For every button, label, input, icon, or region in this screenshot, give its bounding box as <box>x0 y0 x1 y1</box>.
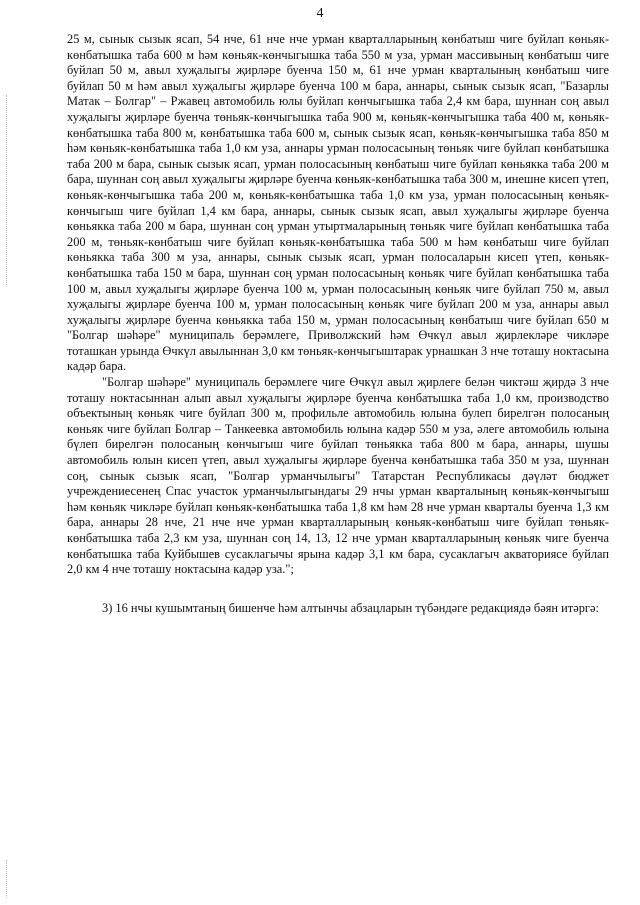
page-number: 4 <box>316 6 324 21</box>
paragraph-amendment-item-3: 3) 16 нчы кушымтаның бишенче һәм алтынчы абзацларын түбәндәге редакциядә бәян итәргә: <box>102 600 599 615</box>
document-body <box>67 32 609 616</box>
paragraph-boundary-description-continued: 25 м, сынык сызык ясап, 54 нче, 61 нче нче урман кварталларының көнбатыш чиге буйлап көньяк-көнбатышка таба 600 м һәм көньяк-көнчыгышка таба 550 м уза, урман массивының көнбатыш чиге буйлап 50 м, авыл хуҗалыгы җирләре буенча 150 м, 61 нче урман кварталының көнбатыш чиге буйлап 50 м һәм авыл хуҗалыгы җирләре буенча 100 м бара, аннары, сынык сызык ясап, "Базарлы Матак – Болгар" – Ржавец автомобиль юлы буйлап көнчыгышка таба 2,4 км бара, шуннан соң авыл хуҗалыгы җирләре буенча төньяк-көнчыгышка таба 900 м, көньяк-көнчыгышка таба 400 м, көньяк-көнбатышка таба 800 м, көнбатышка таба 600 м, сынык сызык ясап, көньяк-көнчыгышка таба 850 м һәм көньяк-көнбатышка таба 1,0 км уза, аннары урман полосасының төньяк чиге буйлап көнбатышка таба 200 м бара, сынык сызык ясап, урман полосасының көнбатыш чиге буйлап көньякка таба 200 м бара, шуннан соң авыл хуҗалыгы җирләре буенча көньяк-көнбатышка таба 300 м, инешне кисеп үтеп, көньяк-көнчыгышка таба 200 м, көньяк-көнбатышка таба 1,0 км уза, урман полосасының көньяк-көнчыгыш чиге буйлап 1,4 км бара, аннары, сынык сызык ясап, авыл хуҗалыгы җирләре буенча көньякка таба 200 м бара, шуннан соң урман утыртмаларының төньяк чиге буйлап көнбатышка таба 200 м, төньяк-көнбатыш чиге буйлап көньяк-көнбатышка таба 500 м һәм көнбатыш чиге буйлап көньякка таба 300 м уза, аннары, сынык сызык ясап, урман полосаларын кисеп үтеп, көньяк-көнбатышка таба 150 м бара, шуннан соң урман полосасының көньяк чиге буйлап көнбатышка таба 100 м, авыл хуҗалыгы җирләре буенча 100 м, урман полосасының көньяк чиге буйлап 750 м, авыл хуҗалыгы җирләре буенча 100 м, урман полосасының көньяк чиге буйлап 200 м уза, аннары авыл хуҗалыгы җирләре буенча көньякка таба 150 м, урман полосасының көнбатыш чиге буйлап 650 м "Болгар шәһәре" муниципаль берәмлеге, Приволжский һәм Өчкүл авыл җирлекләре чикләре тоташкан урында Өчкүл авылыннан 3,0 км төньяк-көнчыгыштарак урнашкан 3 нче тоташу ноктасына кадәр бара. <box>67 32 609 374</box>
margin-scan-marks-lower <box>6 860 10 898</box>
paragraph-bolgar-boundary: "Болгар шәһәре" муниципаль берәмлеге чиге Өчкүл авыл җирлеге белән чиктәш җирдә 3 нче тоташу ноктасыннан алып авыл хуҗалыгы җирләре буенча көнбатышка таба 1,0 км, производство объектының көньяк чиге буйлап 300 м, профильле автомобиль юлына булеп бирелгән полосаның көньяк чиге буйлап Болгар – Танкеевка автомобиль юлына кадәр 550 м уза, әлеге автомобиль юлына бүлеп бирелгән полосаның көнчыгыш чиге буйлап төньякка таба 800 м бара, аннары, шушы автомобиль юлын кисеп үтеп, авыл хуҗалыгы җирләре буенча көнбатышка таба 350 м уза, шуннан соң, сынык сызык ясап, "Болгар урманчылыгы" Татарстан Республикасы дәүләт бюджет учреждениесенең Спас участок урманчылыгындагы 29 нчы урман кварталының көньяк-көнчыгыш һәм көньяк чикләре буйлап көньяк-көнбатышка таба 1,8 км һәм 28 нче урман кварталы буенча 1,3 км бара, аннары 28 нче, 21 нче нче урман кварталларының көньяк-көнбатыш чиге буйлап төньяк-көнбатышка таба 2,3 км уза, шуннан соң 14, 13, 12 нче урман кварталларының көньяк чиге буенча көнбатышка таба Куйбышев сусаклагычы ярына кадәр 3,1 км бара, сусаклагыч акваториясе буйлап 2,0 км 4 нче тоташу ноктасына кадәр уза."; <box>67 375 609 577</box>
margin-scan-marks <box>6 95 10 285</box>
